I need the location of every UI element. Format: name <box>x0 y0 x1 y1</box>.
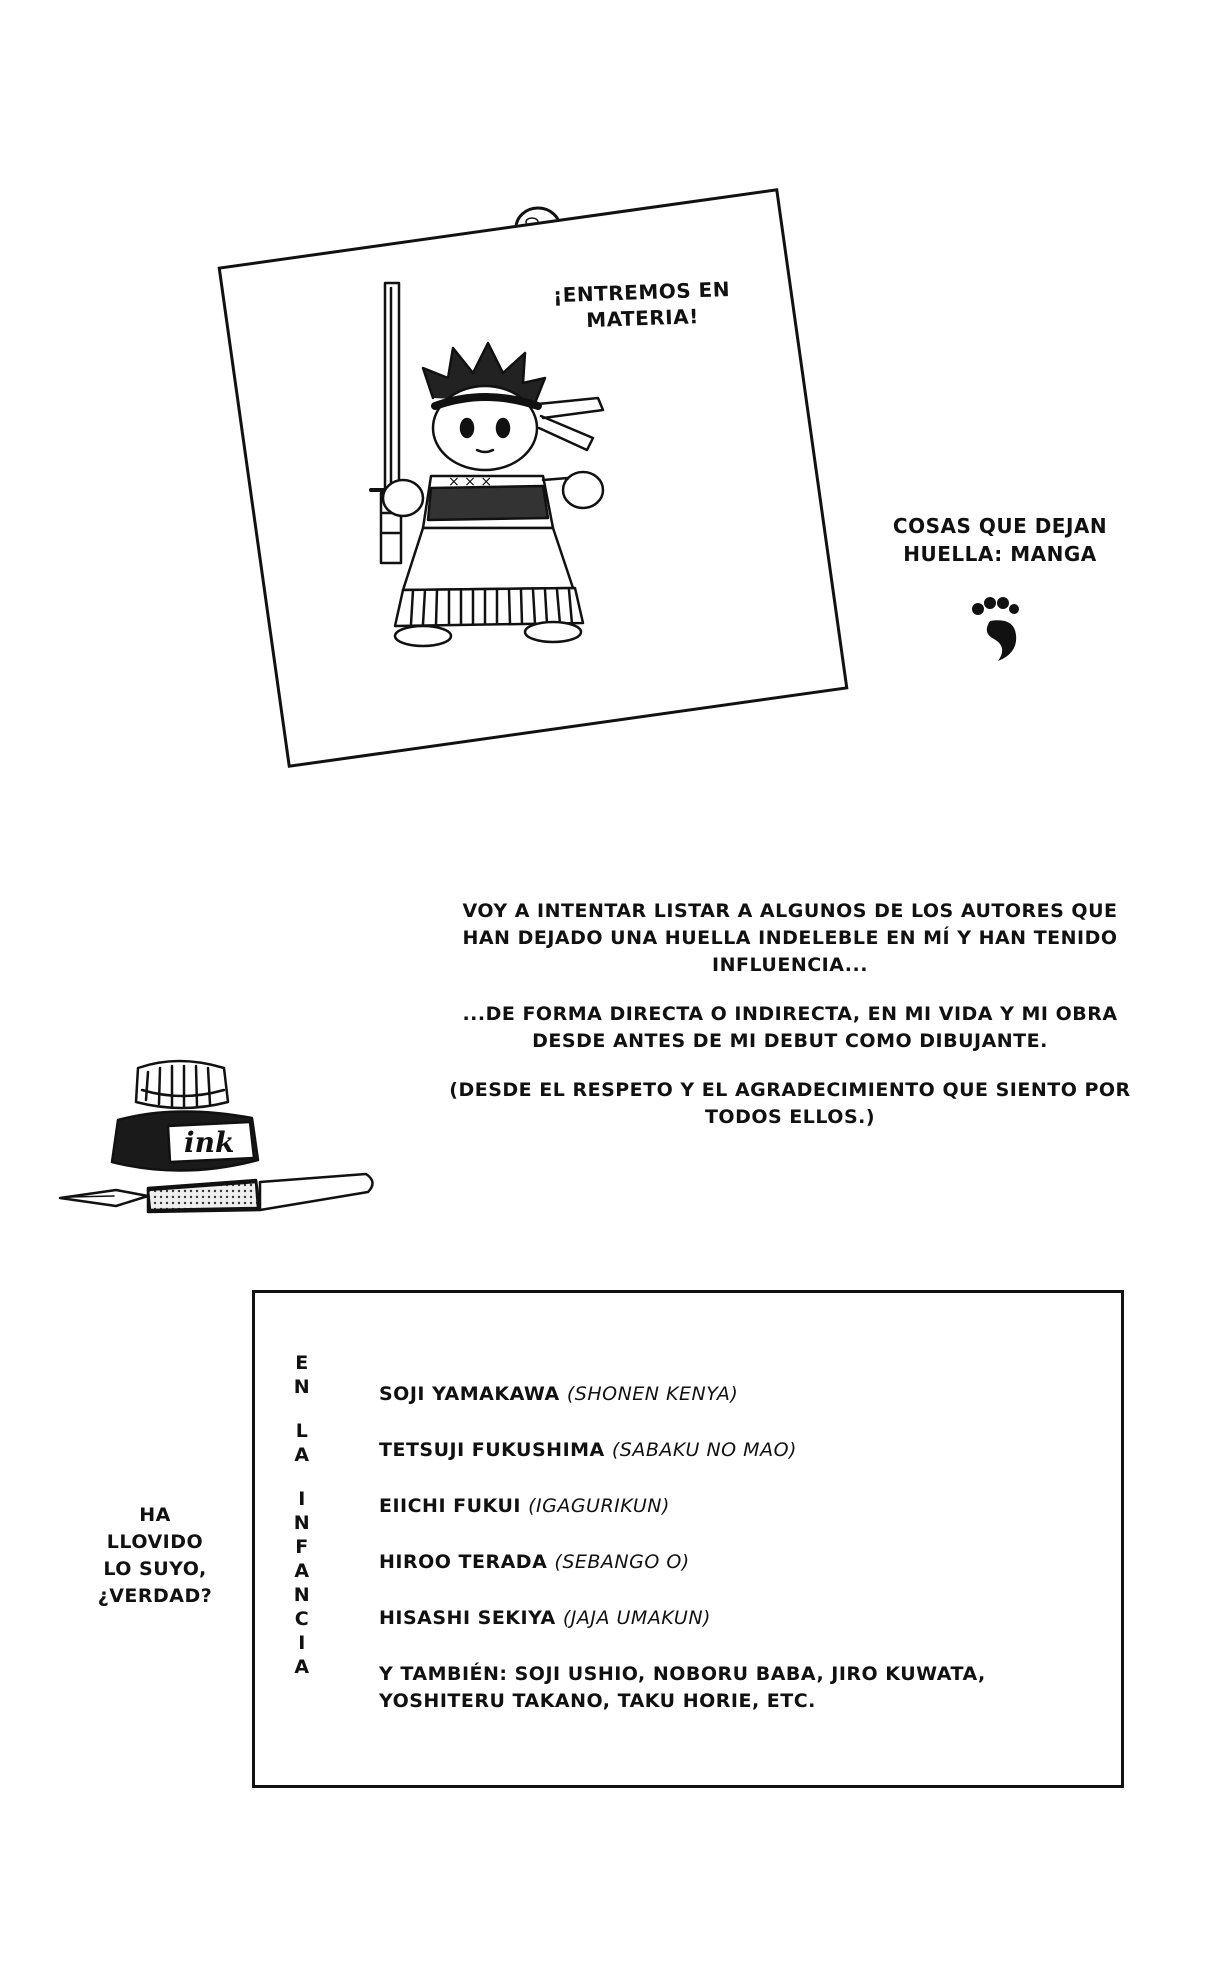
section-title-line1: COSAS QUE DEJAN <box>892 514 1108 538</box>
list-item <box>379 1605 1099 1632</box>
vertical-letter: I <box>298 1488 306 1510</box>
section-title <box>880 512 1120 568</box>
vertical-letter: C <box>294 1608 310 1630</box>
vertical-label <box>289 1351 315 1679</box>
vertical-letter: A <box>294 1656 310 1678</box>
vertical-letter: E <box>295 1352 309 1374</box>
vertical-gap <box>289 1467 315 1487</box>
footprint-icon <box>968 595 1028 665</box>
side-question-line2: LLOVIDO <box>106 1531 204 1553</box>
vertical-letter: N <box>293 1376 311 1398</box>
author-work: (SEBANGO O) <box>554 1551 690 1573</box>
author-name: TETSUJI FUKUSHIMA <box>379 1439 605 1461</box>
samurai-drawing <box>221 191 845 764</box>
author-name: SOJI YAMAKAWA <box>379 1383 560 1405</box>
author-work: (IGAGURIKUN) <box>528 1495 670 1517</box>
vertical-gap <box>289 1399 315 1419</box>
ink-label: ink <box>184 1126 235 1159</box>
list-item-also: Y TAMBIÉN: SOJI USHIO, NOBORU BABA, JIRO KUWATA, YOSHITERU TAKANO, TAKU HORIE, ETC. <box>379 1663 986 1712</box>
list-item <box>379 1437 1099 1464</box>
author-name: EIICHI FUKUI <box>379 1495 521 1517</box>
side-question <box>95 1502 215 1610</box>
pinned-note <box>218 188 849 768</box>
vertical-letter: L <box>295 1420 309 1442</box>
side-question-line4: ¿VERDAD? <box>97 1585 213 1607</box>
vertical-letter: N <box>293 1512 311 1534</box>
vertical-letter: A <box>294 1560 310 1582</box>
author-name: HIROO TERADA <box>379 1551 548 1573</box>
intro-paragraph-3: (DESDE EL RESPETO Y EL AGRADECIMIENTO QUE SIENTO POR TODOS ELLOS.) <box>449 1079 1131 1128</box>
author-work: (JAJA UMAKUN) <box>562 1607 711 1629</box>
vertical-letter: I <box>298 1632 306 1654</box>
side-question-line3: LO SUYO, <box>103 1558 207 1580</box>
author-work: (SHONEN KENYA) <box>566 1383 739 1405</box>
ink-bottle-and-pen-drawing <box>56 1050 416 1240</box>
list-item <box>379 1549 1099 1576</box>
author-list-box <box>252 1290 1124 1788</box>
intro-text <box>440 898 1140 1153</box>
intro-paragraph-1: VOY A INTENTAR LISTAR A ALGUNOS DE LOS AUTORES QUE HAN DEJADO UNA HUELLA INDELEBLE EN MÍ Y HAN TENIDO INFLUENCIA... <box>462 900 1118 976</box>
side-question-line1: HA <box>139 1504 171 1526</box>
section-title-line2: HUELLA: MANGA <box>903 542 1097 566</box>
author-work: (SABAKU NO MAO) <box>611 1439 797 1461</box>
intro-paragraph-2: ...DE FORMA DIRECTA O INDIRECTA, EN MI VIDA Y MI OBRA DESDE ANTES DE MI DEBUT COMO DIBUJANTE. <box>462 1003 1118 1052</box>
list-item <box>379 1493 1099 1520</box>
speech-text: ¡ENTREMOS EN MATERIA! <box>552 277 731 333</box>
vertical-letter: N <box>293 1584 311 1606</box>
vertical-letter: A <box>294 1444 310 1466</box>
list-item <box>379 1381 1099 1408</box>
author-name: HISASHI SEKIYA <box>379 1607 556 1629</box>
svg-text:× × ×: × × × <box>448 474 493 490</box>
author-list <box>379 1381 1099 1744</box>
vertical-letter: F <box>295 1536 309 1558</box>
